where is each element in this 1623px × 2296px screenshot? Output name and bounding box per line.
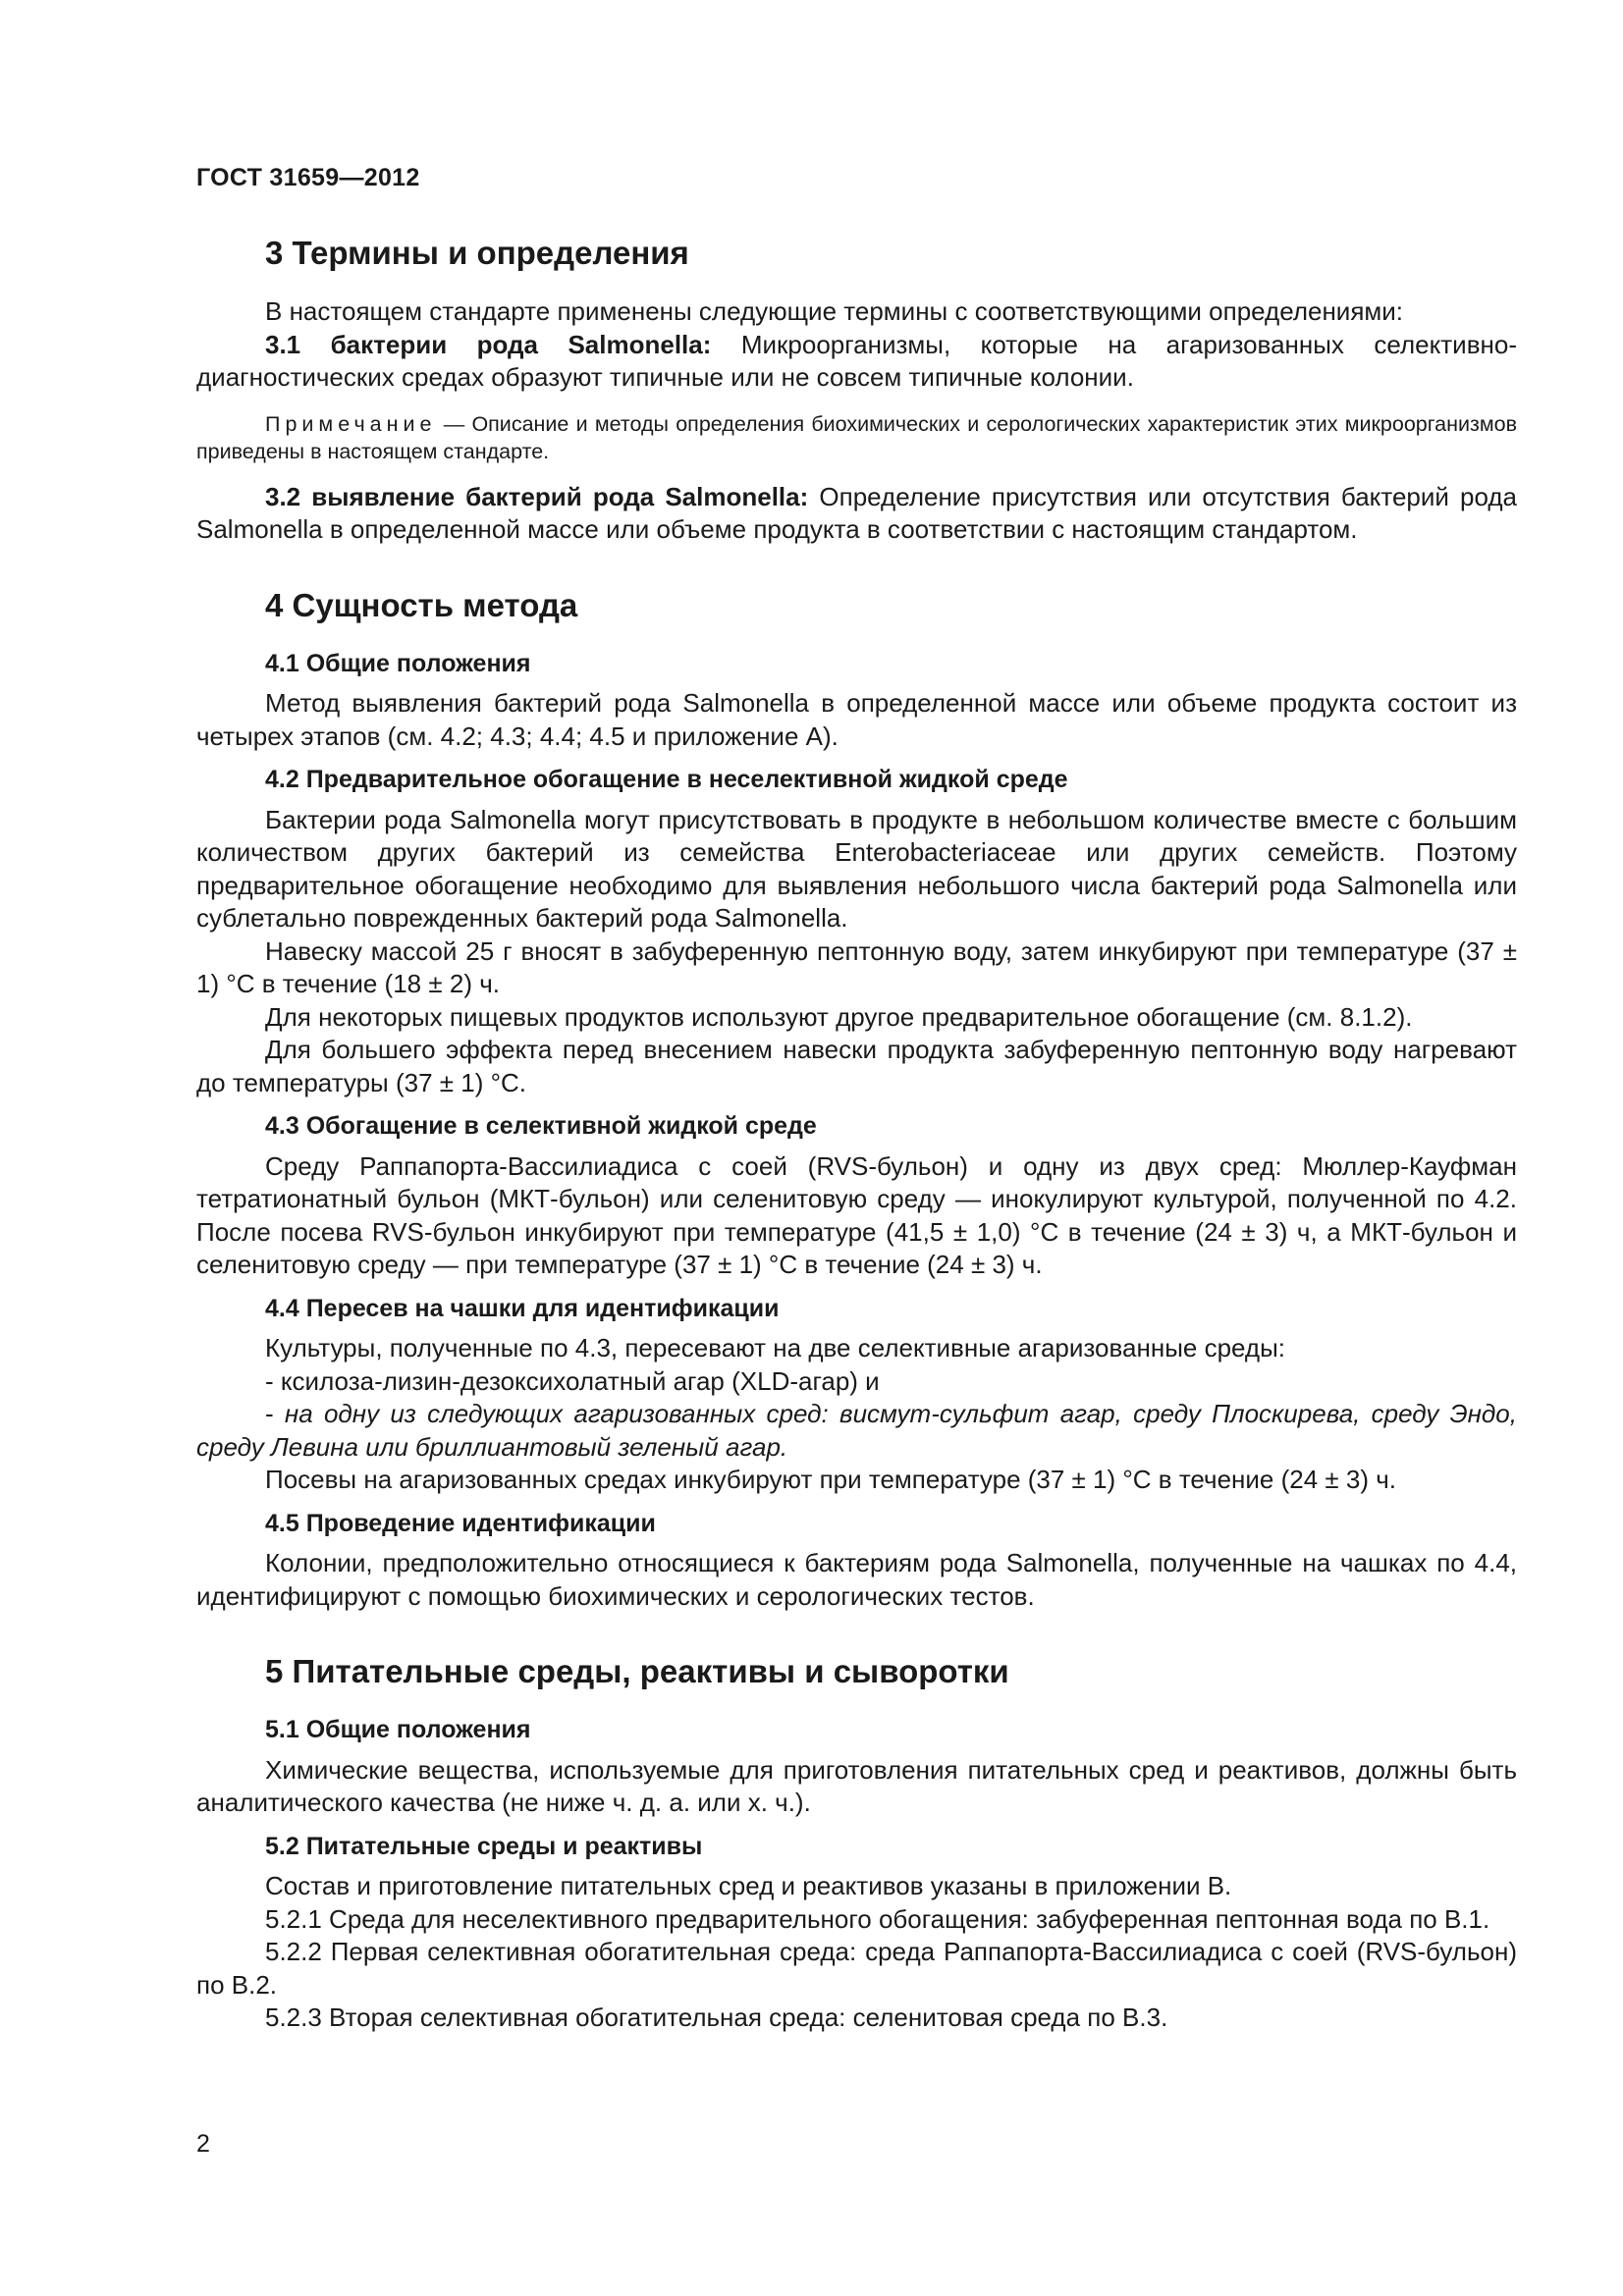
subsection-5-1-heading: 5.1 Общие положения — [265, 1716, 531, 1743]
term-3-1-definition: Микроорганизмы, которые на агаризованных селективно-диагностических средах образуют типичные или не совсем типичные колонии. — [196, 329, 1517, 392]
document-id: ГОСТ 31659—2012 — [196, 164, 420, 191]
note-3-1 — [196, 410, 1517, 465]
section-3-intro: В настоящем стандарте применены следующие термины с соответствующими определениями: — [265, 296, 1404, 326]
paragraph-4-2-a: Бактерии рода Salmonella могут присутствовать в продукте в небольшом количестве вместе с большим количеством других бактерий из семейства Enterobacteriaceae или других семейств. Поэтому предварительное обогащение необходимо для выявления небольшого числа бактерий рода Salmonella или сублетально поврежденных бактерий рода Salmonella. — [196, 804, 1517, 933]
term-3-1-name: 3.1 бактерии рода Salmonella: — [265, 329, 712, 359]
subsection-4-1-heading: 4.1 Общие положения — [265, 649, 531, 677]
paragraph-4-2-c: Для некоторых пищевых продуктов используют другое предварительное обогащение (см. 8.1.2). — [265, 1001, 1413, 1032]
page-number: 2 — [196, 2130, 210, 2158]
paragraph-5-2: Состав и приготовление питательных сред и реактивов указаны в приложении В. — [265, 1871, 1232, 1900]
paragraph-4-4-a: Культуры, полученные по 4.3, пересевают на две селективные агаризованные среды: — [265, 1333, 1285, 1362]
paragraph-5-2-1: 5.2.1 Среда для неселективного предварительного обогащения: забуференная пептонная вода по В.1. — [265, 1903, 1490, 1934]
paragraph-4-5: Колонии, предположительно относящиеся к бактериям рода Salmonella, полученные на чашках по 4.4, идентифицируют с помощью биохимических и серологических тестов. — [196, 1548, 1517, 1611]
page-content — [196, 234, 1517, 2035]
paragraph-4-2-b: Навеску массой 25 г вносят в забуференную пептонную воду, затем инкубируют при температуре (37 ± 1) °С в течение (18 ± 2) ч. — [196, 935, 1517, 998]
list-item-other-agar — [196, 1398, 1517, 1464]
paragraph-5-2-2: 5.2.2 Первая селективная обогатительная среда: среда Раппапорта-Вассилиадиса с соей (RVS-бульон) по В.2. — [196, 1937, 1517, 2000]
paragraph-5-2-3: 5.2.3 Вторая селективная обогатительная среда: селенитовая среда по В.3. — [265, 2002, 1168, 2032]
paragraph-4-1: Метод выявления бактерий рода Salmonella в определенной массе или объеме продукта состоит из четырех этапов (см. 4.2; 4.3; 4.4; 4.5 и приложение А). — [196, 688, 1517, 751]
list-item-xld-agar: - ксилоза-лизин-дезоксихолатный агар (XLD-агар) и — [265, 1365, 880, 1396]
term-3-1 — [196, 329, 1517, 395]
term-3-2-definition: Определение присутствия или отсутствия бактерий рода Salmonella в определенной массе или объеме продукта в соответствии с настоящим стандартом. — [196, 481, 1517, 544]
subsection-4-2-heading: 4.2 Предварительное обогащение в неселективной жидкой среде — [265, 766, 1068, 793]
subsection-4-5-heading: 4.5 Проведение идентификации — [265, 1509, 656, 1537]
list-dash: - — [265, 1399, 285, 1428]
subsection-5-2-heading: 5.2 Питательные среды и реактивы — [265, 1832, 703, 1860]
list-item-other-agar-text: на одну из следующих агаризованных сред: висмут-сульфит агар, среду Плоскирева, среду Эндо, среду Левина или бриллиантовый зеленый агар. — [196, 1399, 1517, 1462]
note-text: — Описание и методы определения биохимических и серологических характеристик этих микроорганизмов приведены в настоящем стандарте. — [196, 411, 1517, 463]
section-4-heading: 4 Сущность метода — [265, 586, 578, 623]
term-3-2-name: 3.2 выявление бактерий рода Salmonella: — [265, 481, 809, 511]
paragraph-4-4-b: Посевы на агаризованных средах инкубируют при температуре (37 ± 1) °С в течение (24 ± 3) ч. — [265, 1465, 1397, 1494]
subsection-4-3-heading: 4.3 Обогащение в селективной жидкой среде — [265, 1112, 817, 1140]
paragraph-4-2-d: Для большего эффекта перед внесением навески продукта забуференную пептонную воду нагревают до температуры (37 ± 1) °С. — [196, 1035, 1517, 1097]
section-5-heading: 5 Питательные среды, реактивы и сыворотки — [265, 1653, 1009, 1689]
term-3-2 — [196, 481, 1517, 547]
note-label: Примечание — [265, 411, 437, 436]
paragraph-5-1: Химические вещества, используемые для приготовления питательных сред и реактивов, должны быть аналитического качества (не ниже ч. д. а. или х. ч.). — [196, 1754, 1517, 1817]
paragraph-4-3: Среду Раппапорта-Вассилиадиса с соей (RVS-бульон) и одну из двух сред: Мюллер-Кауфман тетратионатный бульон (МКТ-бульон) или селенитовую среду — инокулируют культурой, полученной по 4.2. После посева RVS-бульон инкубируют при температуре (41,5 ± 1,0) °С в течение (24 ± 3) ч, а МКТ-бульон и селенитовую среду — при температуре (37 ± 1) °С в течение (24 ± 3) ч. — [196, 1150, 1517, 1279]
section-3-heading: 3 Термины и определения — [265, 235, 689, 271]
subsection-4-4-heading: 4.4 Пересев на чашки для идентификации — [265, 1294, 780, 1322]
